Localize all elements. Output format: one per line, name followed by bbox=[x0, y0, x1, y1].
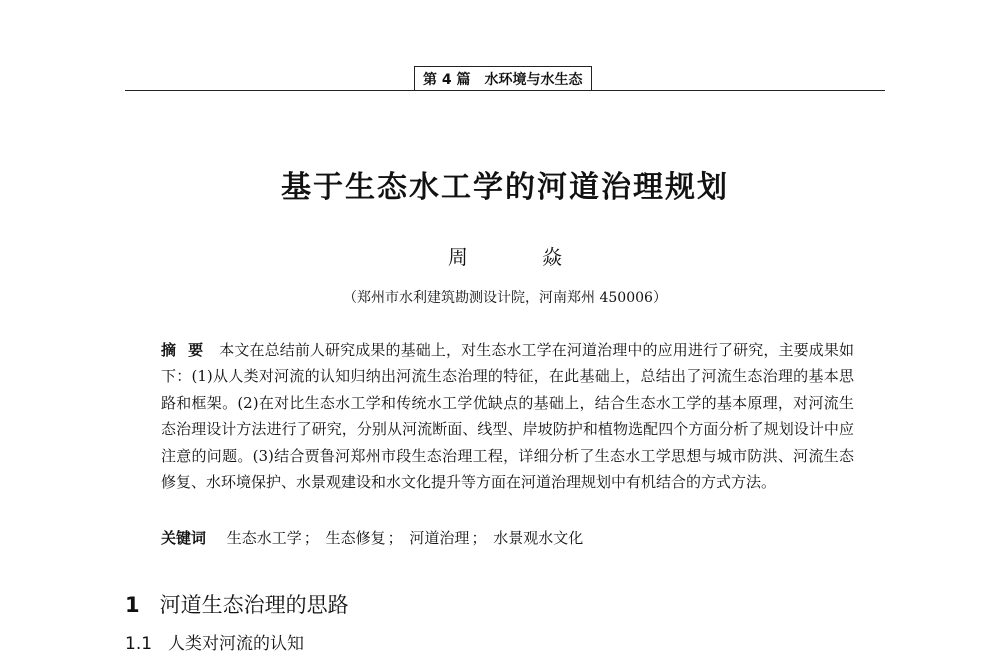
section-title: 河道生态治理的思路 bbox=[159, 593, 349, 617]
subsection-heading bbox=[125, 632, 304, 656]
section-heading bbox=[125, 590, 349, 620]
keyword-item: 生态水工学 bbox=[226, 529, 302, 547]
section-number: 1 bbox=[125, 593, 140, 617]
abstract-block bbox=[161, 337, 854, 495]
keyword-separator: ； bbox=[471, 529, 487, 547]
header-part-title: 水环境与水生态 bbox=[484, 72, 583, 88]
keyword-separator: ； bbox=[303, 529, 319, 547]
paper-title: 基于生态水工学的河道治理规划 bbox=[281, 170, 729, 205]
keyword-item: 水景观水文化 bbox=[493, 529, 584, 547]
keyword-item: 生态修复 bbox=[325, 529, 386, 547]
author-name: 周 焱 bbox=[447, 245, 597, 269]
author-affiliation: （郑州市水利建筑勘测设计院，河南郑州 450006） bbox=[343, 290, 667, 306]
subsection-number: 1.1 bbox=[125, 634, 153, 654]
header-part-number: 第 4 篇 bbox=[423, 72, 471, 88]
keywords-label: 关键词 bbox=[161, 529, 207, 547]
header-rule bbox=[125, 90, 885, 91]
keywords-block bbox=[161, 525, 854, 551]
running-header bbox=[414, 66, 592, 91]
keyword-item: 河道治理 bbox=[409, 529, 470, 547]
subsection-title: 人类对河流的认知 bbox=[168, 634, 305, 654]
abstract-text: 本文在总结前人研究成果的基础上，对生态水工学在河道治理中的应用进行了研究，主要成果如下：(1)从人类对河流的认知归纳出河流生态治理的特征，在此基础上，总结出了河流生态治理的基本思路和框架。(2)在对比生态水工学和传统水工学优缺点的基础上，结合生态水工学的基本原理，对河流生态治理设计方法进行了研究，分别从河流断面、线型、岸坡防护和植物选配四个方面分析了规划设计中应注意的问题。(3)结合贾鲁河郑州市段生态治理工程，详细分析了生态水工学思想与城市防洪、河流生态修复、水环境保护、水景观建设和水文化提升等方面在河道治理规划中有机结合的方式方法。 bbox=[161, 341, 854, 492]
abstract-label: 摘要 bbox=[161, 341, 216, 359]
keyword-separator: ； bbox=[387, 529, 403, 547]
